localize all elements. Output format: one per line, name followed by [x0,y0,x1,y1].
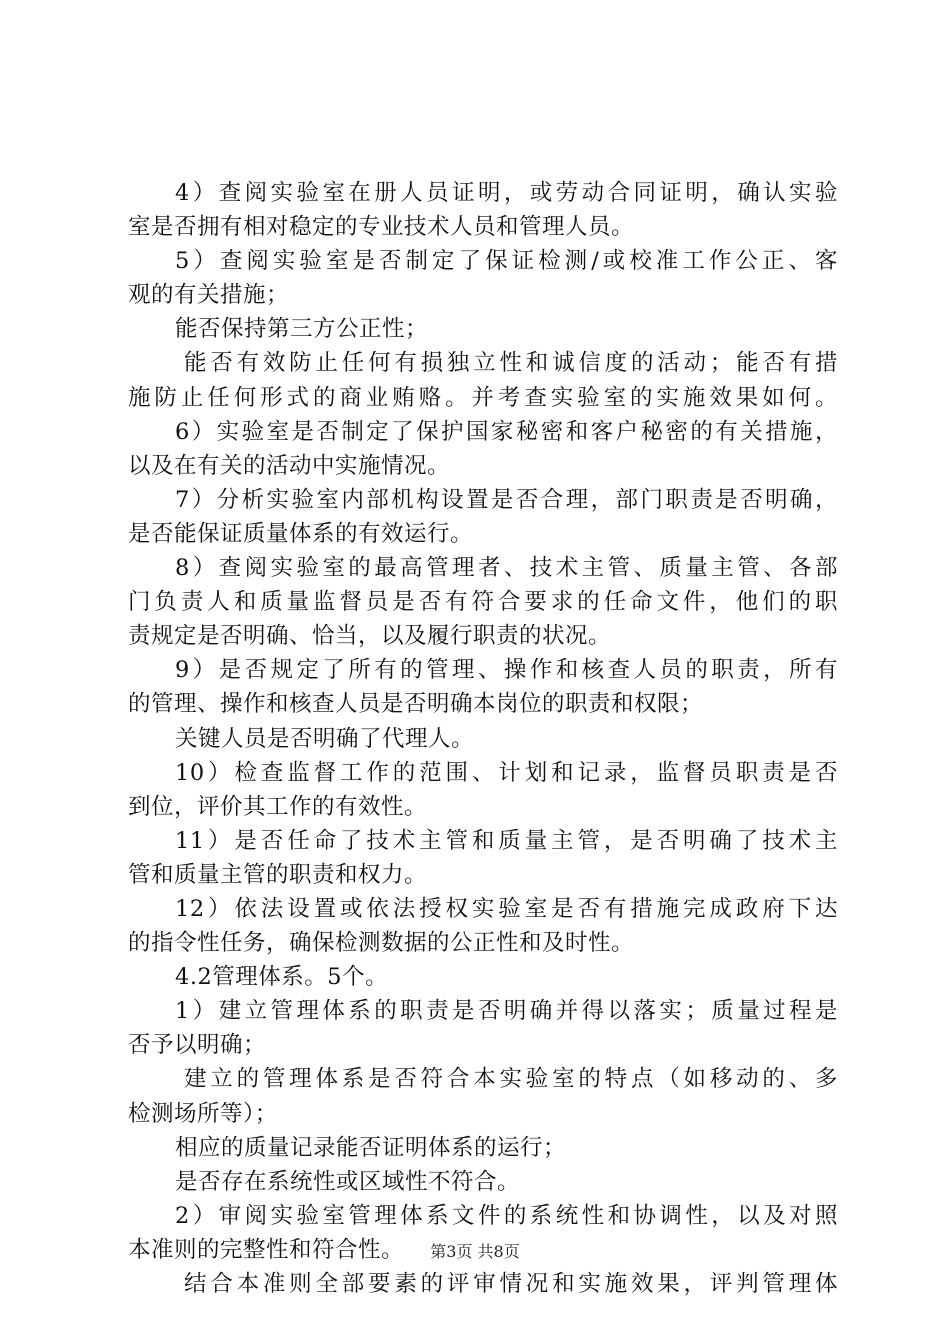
text-line: 10）检查监督工作的范围、计划和记录，监督员职责是否 [175,759,838,786]
text-line: 4.2管理体系。5个。 [175,964,389,991]
text-line: 能否有效防止任何有损独立性和诚信度的活动；能否有措 [184,350,838,377]
text-line: 检测场所等）； [128,1100,278,1127]
text-line: 以及在有关的活动中实施情况。 [128,452,451,479]
text-line: 否予以明确； [128,1032,267,1059]
text-line: 是否存在系统性或区域性不符合。 [175,1168,521,1195]
text-line: 6）实验室是否制定了保护国家秘密和客户秘密的有关措施， [175,418,838,445]
text-line: 责规定是否明确、恰当，以及履行职责的状况。 [128,623,612,650]
text-line: 能否保持第三方公正性； [175,316,429,343]
text-line: 7）分析实验室内部机构设置是否合理，部门职责是否明确， [175,486,838,513]
text-line: 建立的管理体系是否符合本实验室的特点（如移动的、多 [184,1066,838,1093]
text-line: 室是否拥有相对稳定的专业技术人员和管理人员。 [128,214,635,241]
text-line: 施防止任何形式的商业贿赂。并考查实验室的实施效果如何。 [128,384,838,411]
text-line: 2）审阅实验室管理体系文件的系统性和协调性，以及对照 [175,1202,838,1229]
page-number-footer: 第3页 共8页 [430,1242,520,1261]
text-line: 的指令性任务，确保检测数据的公正性和及时性。 [128,930,635,957]
text-line: 11）是否任命了技术主管和质量主管，是否明确了技术主 [175,827,838,854]
text-line: 观的有关措施； [128,282,290,309]
text-line: 8）查阅实验室的最高管理者、技术主管、质量主管、各部 [175,555,838,582]
text-line: 门负责人和质量监督员是否有符合要求的任命文件，他们的职 [128,589,838,616]
text-line: 本准则的完整性和符合性。 [128,1236,405,1263]
text-line: 5）查阅实验室是否制定了保证检测/或校准工作公正、客 [175,248,838,275]
text-line: 12）依法设置或依法授权实验室是否有措施完成政府下达 [175,895,838,922]
text-line: 关键人员是否明确了代理人。 [175,725,475,752]
text-line: 是否能保证质量体系的有效运行。 [128,520,474,547]
text-line: 相应的质量记录能否证明体系的运行； [175,1134,567,1161]
text-line: 的管理、操作和核查人员是否明确本岗位的职责和权限； [128,691,704,718]
text-line: 4）查阅实验室在册人员证明，或劳动合同证明，确认实验 [175,180,838,206]
text-line: 9）是否规定了所有的管理、操作和核查人员的职责，所有 [175,657,838,684]
text-line: 管和质量主管的职责和权力。 [128,861,428,888]
text-line: 结合本准则全部要素的评审情况和实施效果，评判管理体 [184,1271,838,1297]
text-line: 1）建立管理体系的职责是否明确并得以落实；质量过程是 [175,998,838,1025]
text-line: 到位，评价其工作的有效性。 [128,793,428,820]
document-body [128,176,838,1301]
